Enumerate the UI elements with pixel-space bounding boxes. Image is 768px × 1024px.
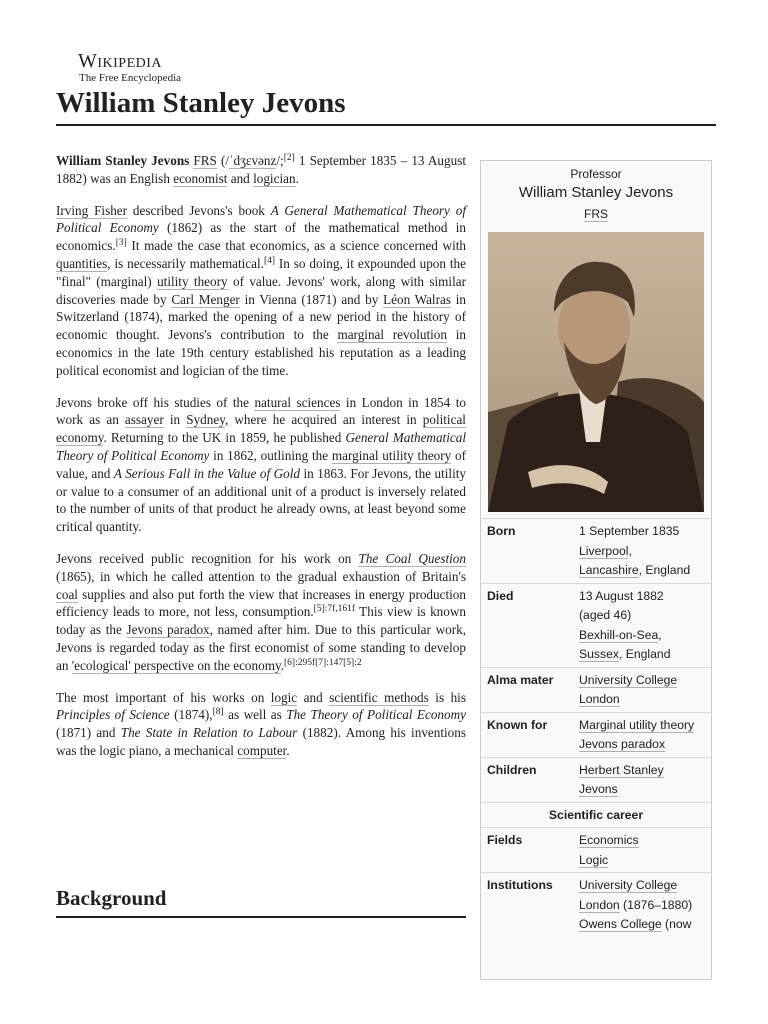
label-institutions: Institutions — [487, 878, 553, 892]
link-leon-walras[interactable]: Léon Walras — [383, 291, 451, 307]
lead-paragraph-4: Jevons received public recognition for his work on The Coal Question (1865), in which he called attention to the gradual exhaustion of Britain's coal supplies and also put forth the view that increases in energy production efficiency leads to more, not less, consumption.$^{[5]:7f,161f}$ This view is known today as the Jevons paradox, named after him. Due to this particular work, Jevons is regarded today as the first economist of some standing to develop an 'ecological' perspective on the economy.$^{[6]:295f[7]:147[5]:2}$ — [56, 550, 466, 673]
label-children: Children — [487, 762, 537, 777]
infobox-row-alma-mater — [481, 667, 711, 712]
infobox-row-known-for — [481, 712, 711, 757]
link-natural-sciences[interactable]: natural sciences — [254, 394, 341, 410]
infobox-section-scientific-career: Scientific career — [481, 802, 711, 828]
subject-name: William Stanley Jevons — [56, 153, 190, 168]
infobox-frs-link[interactable]: FRS — [584, 207, 608, 221]
link-political-economy[interactable]: political economy — [56, 412, 466, 446]
link-logic[interactable]: logic — [270, 689, 298, 705]
infobox-row-children — [481, 757, 711, 802]
infobox-subheader: Professor — [570, 167, 622, 181]
infobox — [480, 160, 712, 980]
link-jevons-paradox-infobox[interactable]: Jevons paradox — [579, 737, 666, 751]
infobox-header — [481, 161, 711, 226]
link-marginal-revolution[interactable]: marginal revolution — [337, 327, 447, 343]
value-died: 13 August 1882 (aged 46) Bexhill-on-Sea, Sussex, England — [579, 588, 671, 661]
link-marginal-utility-theory[interactable]: marginal utility theory — [331, 447, 452, 463]
link-economist[interactable]: economist — [173, 170, 228, 186]
page-title: William Stanley Jevons — [56, 84, 716, 126]
link-carl-menger[interactable]: Carl Menger — [171, 291, 240, 307]
infobox-title: William Stanley Jevons — [518, 184, 674, 201]
link-computer[interactable]: computer — [237, 742, 287, 758]
link-lancashire[interactable]: Lancashire — [579, 563, 639, 577]
lead-paragraph-3: Jevons broke off his studies of the natural sciences in London in 1854 to work as an assayer in Sydney, where he acquired an interest in political economy. Returning to the UK in 1859, he published General Mathematical Theory of Political Economy in 1862, outlining the marginal utility theory of value, and A Serious Fall in the Value of Gold in 1863. For Jevons, the utility or value to a consumer of an additional unit of a product is inversely related to the number of units of that product he already owns, at least beyond some critical quantity. — [56, 394, 467, 535]
label-born: Born — [487, 524, 516, 538]
link-ucl-institution[interactable]: University College London — [579, 878, 678, 912]
wikipedia-tagline: The Free Encyclopedia — [79, 72, 182, 84]
link-utility-theory[interactable]: utility theory — [157, 273, 228, 289]
infobox-row-born — [481, 518, 711, 583]
link-the-coal-question[interactable]: The Coal Question — [358, 550, 466, 566]
section-heading-background: Background — [56, 884, 466, 918]
link-herbert-stanley-jevons[interactable]: Herbert Stanley Jevons — [579, 762, 664, 796]
link-sussex[interactable]: Sussex — [579, 647, 619, 661]
link-university-college-london[interactable]: University College London — [579, 672, 678, 706]
link-bexhill-on-sea[interactable]: Bexhill-on-Sea — [579, 627, 659, 642]
infobox-row-institutions: Institutions University College London (1876–1880) Owens College (now — [481, 872, 711, 937]
link-marginal-utility-theory-infobox[interactable]: Marginal utility theory — [579, 717, 695, 732]
link-frs[interactable]: FRS — [193, 153, 217, 168]
reference-5[interactable]: [5] — [313, 604, 325, 615]
value-born: 1 September 1835 Liverpool, Lancashire, England — [579, 524, 691, 577]
link-sydney[interactable]: Sydney — [186, 412, 225, 428]
wikipedia-logo[interactable] — [78, 50, 181, 84]
link-liverpool[interactable]: Liverpool — [579, 543, 629, 558]
reference-3[interactable]: [3] — [115, 238, 127, 249]
lead-paragraph-1: William Stanley Jevons FRS (/ˈdʒɛvənz/;[2] 1 September 1835 – 13 August 1882) was an English economist and logician. — [56, 153, 466, 186]
link-irving-fisher[interactable]: Irving Fisher — [56, 202, 128, 218]
link-scientific-methods[interactable]: scientific methods — [329, 689, 429, 705]
link-logic-infobox[interactable]: Logic — [579, 852, 609, 867]
lead-paragraph-2: Irving Fisher described Jevons's book A General Mathematical Theory of Political Economy (1862) as the start of the mathematical method in economics.[3] It made the case that economics, as a science concerned with quantities, is necessarily mathematical.[4] In so doing, it expounded upon the "final" (marginal) utility theory of value. Jevons' work, along with similar discoveries made by Carl Menger in Vienna (1871) and by Léon Walras in Switzerland (1874), marked the opening of a new period in the history of economic thought. Jevons's contribution to the marginal revolution in economics in the late 19th century established his reputation as a leading political economist and logician of the time. — [56, 202, 466, 378]
lead-paragraph-5: The most important of his works on logic and scientific methods is his Principles of Science (1874),[8] as well as The Theory of Political Economy (1871) and The State in Relation to Labour (1882). Among his inventions was the logic piano, a mechanical computer. — [56, 689, 467, 758]
reference-6[interactable]: [6] — [284, 657, 296, 668]
reference-4[interactable]: [4] — [263, 255, 276, 266]
link-assayer[interactable]: assayer — [124, 412, 164, 428]
link-quantities[interactable]: quantities — [56, 255, 108, 271]
link-coal[interactable]: coal — [56, 586, 78, 602]
link-economics[interactable]: Economics — [579, 833, 639, 847]
reference-7[interactable]: [7] — [315, 657, 327, 668]
link-ipa[interactable]: ˈdʒɛvənz — [229, 153, 277, 168]
link-owens-college[interactable]: Owens College — [579, 917, 662, 931]
label-known-for: Known for — [487, 717, 548, 732]
link-ecological-economics[interactable]: 'ecological' perspective on the economy — [71, 657, 281, 673]
label-alma-mater: Alma mater — [487, 672, 554, 687]
link-logician[interactable]: logician — [253, 170, 296, 186]
reference-8[interactable]: [8] — [212, 707, 224, 718]
infobox-row-fields — [481, 827, 711, 872]
label-fields: Fields — [487, 833, 523, 847]
link-jevons-paradox[interactable]: Jevons paradox — [126, 622, 210, 638]
wikipedia-wordmark: Wikipedia — [78, 50, 163, 72]
infobox-row-died — [481, 583, 711, 667]
portrait-photo[interactable] — [488, 232, 704, 512]
reference-5b[interactable]: [5] — [343, 657, 355, 668]
label-died: Died — [487, 588, 514, 603]
article-body — [56, 152, 466, 774]
reference-2[interactable]: [2] — [283, 153, 295, 163]
